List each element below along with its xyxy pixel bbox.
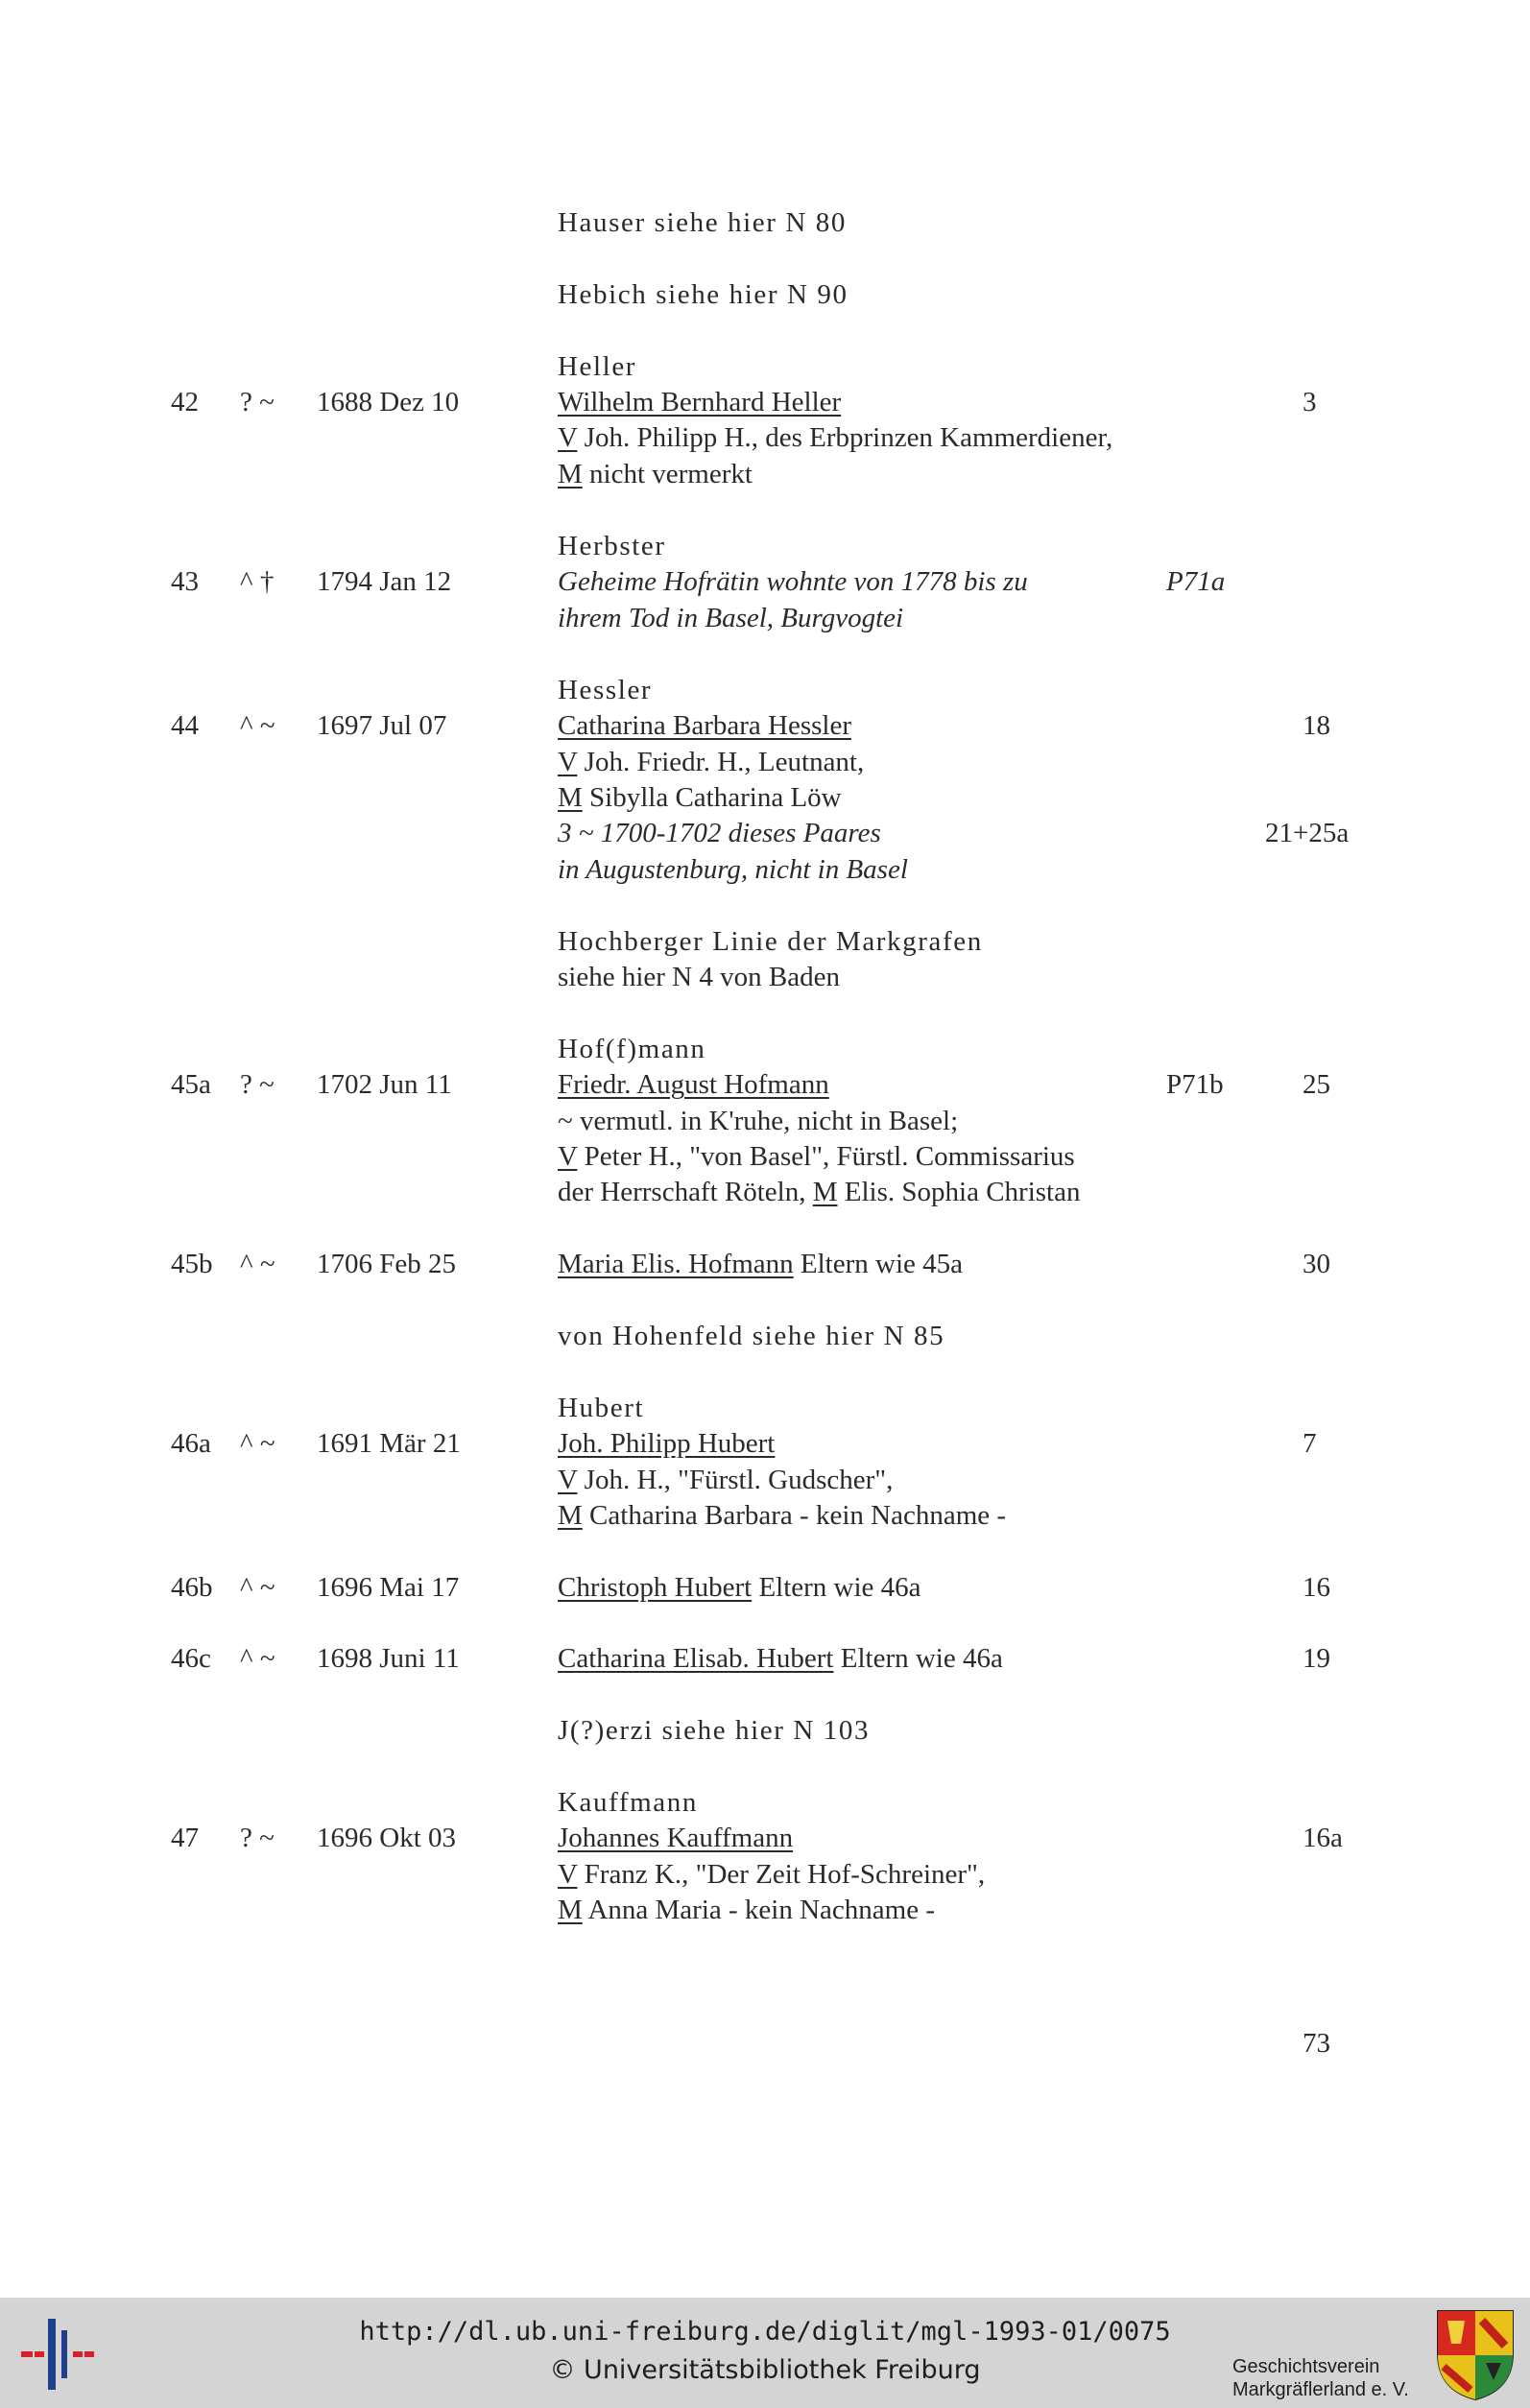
line-text: der Herrschaft Röteln, — [558, 1177, 813, 1207]
entry-text — [558, 1032, 706, 1066]
line-text: 45a — [171, 1069, 211, 1100]
line-text: P71a — [1166, 566, 1226, 597]
entry-text — [558, 1067, 829, 1102]
page-ref — [1166, 1067, 1224, 1102]
page-number — [1303, 2026, 1330, 2061]
line-text: 43 — [171, 566, 199, 597]
entry-text — [558, 1821, 793, 1855]
line-text: 1696 Mai 17 — [317, 1572, 460, 1603]
line-text: Joh. Philipp Hubert — [558, 1428, 776, 1459]
line-text: 1691 Mär 21 — [317, 1428, 461, 1459]
line-text: 1688 Dez 10 — [317, 387, 460, 417]
entry-text — [558, 1104, 958, 1138]
entry-text — [558, 924, 983, 959]
line-text: nicht vermerkt — [582, 459, 753, 489]
ref-number — [1303, 1641, 1330, 1676]
line-text: J(?)erzi siehe hier N 103 — [558, 1715, 871, 1746]
line-text: ^ ~ — [240, 1572, 275, 1603]
page-ref — [1166, 564, 1225, 599]
entry-text — [558, 1247, 963, 1281]
entry-text — [558, 745, 864, 779]
line-text: 1697 Jul 07 — [317, 710, 447, 741]
person-name: Catharina Elisab. Hubert — [558, 1643, 834, 1674]
ref-number — [1303, 1067, 1330, 1102]
line-text: ^ ~ — [240, 710, 275, 741]
entry-text — [558, 385, 841, 419]
entry-text — [558, 205, 847, 240]
entry-symbol — [240, 1570, 275, 1605]
entry-text — [558, 1498, 1006, 1533]
line-text: Sibylla Catharina Löw — [582, 782, 842, 813]
entry-date — [317, 1570, 459, 1605]
entry-text — [558, 349, 636, 384]
entry-date — [317, 564, 451, 599]
ref-number — [1303, 1247, 1330, 1281]
entry-text — [558, 1139, 1075, 1174]
entry-date — [317, 385, 459, 419]
ref-number — [1303, 1821, 1343, 1855]
footer-bar — [0, 2298, 1530, 2408]
line-text: Anna Maria - kein Nachname - — [582, 1895, 935, 1925]
entry-number — [171, 1641, 211, 1676]
line-text: 44 — [171, 710, 199, 741]
entry-text — [558, 780, 842, 815]
ref-number — [1265, 816, 1349, 850]
ref-number — [1303, 708, 1330, 743]
entry-date — [317, 1641, 460, 1676]
entry-date — [317, 708, 446, 743]
entry-number — [171, 564, 199, 599]
entry-text — [558, 1391, 644, 1425]
line-text: siehe hier N 4 von Baden — [558, 962, 840, 992]
entry-symbol — [240, 1821, 275, 1855]
entry-text — [558, 1175, 1080, 1209]
line-text: Heller — [558, 351, 637, 382]
parent-marker: M — [558, 459, 583, 489]
line-text: ^ ~ — [240, 1249, 275, 1279]
entry-number — [171, 385, 199, 419]
entry-text — [558, 1893, 935, 1927]
parent-marker: M — [558, 782, 583, 813]
line-text: Elis. Sophia Christan — [837, 1177, 1081, 1207]
line-text: Eltern wie 45a — [793, 1249, 963, 1279]
entry-symbol — [240, 564, 274, 599]
entry-number — [171, 1067, 211, 1102]
person-name: Maria Elis. Hofmann — [558, 1249, 794, 1279]
entry-number — [171, 1426, 211, 1461]
parent-marker: V — [558, 422, 578, 453]
line-text: Wilhelm Bernhard Heller — [558, 387, 842, 417]
coat-of-arms-icon — [1434, 2307, 1517, 2401]
line-text: Geheime Hofrätin wohnte von 1778 bis zu — [558, 566, 1028, 597]
line-text: 46c — [171, 1643, 211, 1674]
entry-text — [558, 1785, 698, 1820]
parent-marker: V — [558, 1141, 578, 1172]
entry-date — [317, 1067, 452, 1102]
line-text: Joh. Philipp H., des Erbprinzen Kammerdiener, — [577, 422, 1113, 453]
parent-marker: M — [812, 1177, 838, 1207]
ref-number — [1303, 385, 1317, 419]
line-text: ^ ~ — [240, 1643, 275, 1674]
line-text: in Augustenburg, nicht in Basel — [558, 854, 908, 885]
entry-text — [558, 277, 849, 312]
entry-number — [171, 1821, 199, 1855]
document-url[interactable]: http://dl.ub.uni-freiburg.de/diglit/mgl-1993-01/0075 — [359, 2317, 1171, 2347]
entry-date — [317, 1247, 456, 1281]
entry-symbol — [240, 1067, 275, 1102]
line-text: 18 — [1303, 710, 1330, 741]
line-text: Hessler — [558, 675, 653, 705]
entry-text — [558, 1463, 893, 1497]
line-text: 1696 Okt 03 — [317, 1823, 456, 1853]
entry-text — [558, 457, 753, 491]
line-text: 47 — [171, 1823, 199, 1853]
line-text: ~ vermutl. in K'ruhe, nicht in Basel; — [558, 1106, 959, 1136]
entry-text — [558, 564, 1028, 599]
entry-number — [171, 1570, 213, 1605]
entry-number — [171, 1247, 213, 1281]
entry-text — [558, 529, 666, 563]
line-text: ? ~ — [240, 1823, 275, 1853]
entry-symbol — [240, 708, 275, 743]
line-text: 3 ~ 1700-1702 dieses Paares — [558, 818, 881, 848]
line-text: 46a — [171, 1428, 211, 1459]
line-text: Hof(f)mann — [558, 1034, 706, 1064]
line-text: Kauffmann — [558, 1787, 698, 1818]
entry-text — [558, 852, 908, 887]
line-text: ^ ~ — [240, 1428, 275, 1459]
line-text: P71b — [1166, 1069, 1224, 1100]
line-text: Joh. H., "Fürstl. Gudscher", — [577, 1465, 894, 1495]
line-text: 73 — [1303, 2028, 1330, 2059]
line-text: ? ~ — [240, 387, 275, 417]
society-line-2: Markgräflerland e. V. — [1232, 2379, 1409, 2400]
parent-marker: V — [558, 1465, 578, 1495]
line-text: 1706 Feb 25 — [317, 1249, 456, 1279]
line-text: Catharina Barbara Hessler — [558, 710, 851, 741]
line-text: 7 — [1303, 1428, 1317, 1459]
line-text: 1698 Juni 11 — [317, 1643, 460, 1674]
entry-text — [558, 708, 851, 743]
entry-date — [317, 1821, 456, 1855]
line-text: Franz K., "Der Zeit Hof-Schreiner", — [577, 1859, 986, 1890]
entry-number — [171, 708, 199, 743]
line-text: 16a — [1303, 1823, 1343, 1853]
entry-text — [558, 816, 881, 850]
parent-marker: V — [558, 1859, 578, 1890]
line-text: Catharina Barbara - kein Nachname - — [582, 1500, 1007, 1531]
parent-marker: M — [558, 1895, 583, 1925]
line-text: Joh. Friedr. H., Leutnant, — [577, 747, 865, 777]
entry-text — [558, 1426, 775, 1461]
line-text: 1702 Jun 11 — [317, 1069, 452, 1100]
line-text: 30 — [1303, 1249, 1330, 1279]
line-text: Johannes Kauffmann — [558, 1823, 794, 1853]
line-text: 19 — [1303, 1643, 1330, 1674]
entry-text — [558, 1713, 870, 1748]
line-text: ? ~ — [240, 1069, 275, 1100]
line-text: Hauser siehe hier N 80 — [558, 207, 847, 238]
line-text: Friedr. August Hofmann — [558, 1069, 829, 1100]
entry-text — [558, 601, 903, 635]
person-name: Christoph Hubert — [558, 1572, 753, 1603]
entry-text — [558, 420, 1112, 455]
entry-symbol — [240, 385, 275, 419]
entry-symbol — [240, 1426, 275, 1461]
line-text: 16 — [1303, 1572, 1330, 1603]
entry-text — [558, 1319, 944, 1353]
entry-text — [558, 1570, 921, 1605]
line-text: Eltern wie 46a — [833, 1643, 1003, 1674]
line-text: 42 — [171, 387, 199, 417]
society-name — [1232, 2355, 1409, 2401]
entry-symbol — [240, 1247, 275, 1281]
line-text: 1794 Jan 12 — [317, 566, 452, 597]
line-text: Hebich siehe hier N 90 — [558, 279, 849, 310]
line-text: ihrem Tod in Basel, Burgvogtei — [558, 603, 904, 633]
line-text: 3 — [1303, 387, 1317, 417]
line-text: Hochberger Linie der Markgrafen — [558, 926, 983, 957]
parent-marker: V — [558, 747, 578, 777]
entry-symbol — [240, 1641, 275, 1676]
entry-text — [558, 960, 840, 994]
line-text: ^ † — [240, 566, 275, 597]
entry-text — [558, 1857, 985, 1892]
line-text: Hubert — [558, 1393, 645, 1423]
entry-text — [558, 673, 652, 707]
society-line-1: Geschichtsverein — [1232, 2356, 1380, 2377]
line-text: 46b — [171, 1572, 213, 1603]
line-text: von Hohenfeld siehe hier N 85 — [558, 1321, 945, 1351]
line-text: Herbster — [558, 531, 666, 561]
copyright-text: © Universitätsbibliothek Freiburg — [549, 2355, 981, 2385]
line-text: Eltern wie 46a — [752, 1572, 921, 1603]
ref-number — [1303, 1570, 1330, 1605]
entry-date — [317, 1426, 461, 1461]
line-text: 21+25a — [1265, 818, 1350, 848]
entry-text — [558, 1641, 1003, 1676]
line-text: 25 — [1303, 1069, 1330, 1100]
line-text: 45b — [171, 1249, 213, 1279]
line-text: Peter H., "von Basel", Fürstl. Commissarius — [577, 1141, 1075, 1172]
parent-marker: M — [558, 1500, 583, 1531]
ref-number — [1303, 1426, 1317, 1461]
